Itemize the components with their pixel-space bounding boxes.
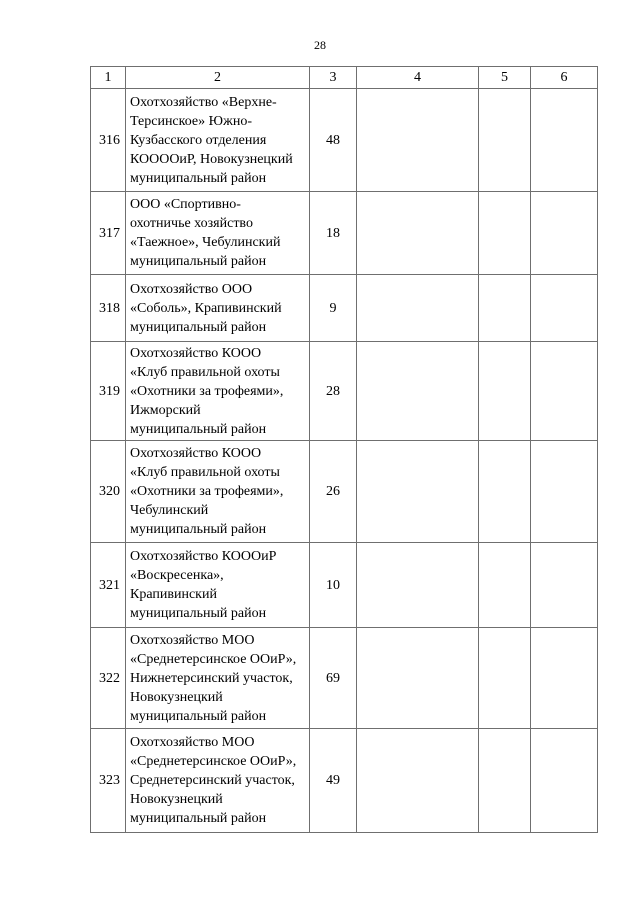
row-value: 9 [310,275,357,342]
empty-cell-col-5 [479,441,531,543]
hunting-ground-name [126,192,310,275]
name-line: муниципальный район [130,254,267,269]
empty-cell-col-6 [531,192,598,275]
name-line: ООО «Спортивно- [130,197,241,212]
name-line: Охотхозяйство МОО [130,632,255,648]
empty-cell-col-4 [357,628,479,729]
name-line: Охотхозяйство КООО [130,446,262,461]
name-line: «Охотники за трофеями», [130,484,284,499]
table-row [91,441,598,543]
hunting-ground-name [126,729,310,833]
name-line: муниципальный район [130,170,267,186]
row-value: 26 [310,441,357,543]
row-value: 49 [310,729,357,833]
empty-cell-col-4 [357,543,479,628]
name-line: муниципальный район [130,811,267,826]
name-line: Чебулинский [130,503,209,518]
name-line: «Клуб правильной охоты [130,364,280,380]
name-line: «Клуб правильной охоты [130,465,280,480]
name-line: Охотхозяйство «Верхне- [130,94,277,110]
row-number: 322 [91,628,126,729]
name-line: «Воскресенка», [130,568,224,583]
empty-cell-col-5 [479,275,531,342]
row-value: 69 [310,628,357,729]
hunting-ground-name [126,342,310,441]
name-line: Новокузнецкий [130,689,223,705]
name-line: «Среднетерсинское ООиР», [130,754,297,769]
row-value: 28 [310,342,357,441]
table-row [91,275,598,342]
name-line: муниципальный район [130,522,267,537]
name-line: Новокузнецкий [130,792,223,807]
name-line: КОООOиР, Новокузнецкий [130,151,293,167]
row-number: 321 [91,543,126,628]
table-row [91,729,598,833]
column-header-6: 6 [531,67,598,89]
hunting-ground-name [126,89,310,192]
name-line: Кузбасского отделения [130,132,267,148]
table-header-row [91,67,598,89]
row-number: 323 [91,729,126,833]
empty-cell-col-5 [479,543,531,628]
empty-cell-col-5 [479,192,531,275]
name-line: Ижморский [130,402,201,418]
name-line: «Таежное», Чебулинский [130,235,281,250]
row-value: 18 [310,192,357,275]
empty-cell-col-6 [531,441,598,543]
table-row [91,543,598,628]
name-line: муниципальный район [130,421,267,437]
column-header-1: 1 [91,67,126,89]
column-header-2: 2 [126,67,310,89]
empty-cell-col-4 [357,729,479,833]
hunting-ground-name [126,441,310,543]
hunting-ground-name [126,543,310,628]
row-number: 319 [91,342,126,441]
hunting-ground-name [126,628,310,729]
row-number: 320 [91,441,126,543]
empty-cell-col-6 [531,729,598,833]
table-row [91,342,598,441]
empty-cell-col-4 [357,89,479,192]
name-line: муниципальный район [130,606,267,621]
empty-cell-col-6 [531,89,598,192]
empty-cell-col-5 [479,89,531,192]
table-row [91,89,598,192]
column-header-3: 3 [310,67,357,89]
empty-cell-col-6 [531,628,598,729]
table-row [91,628,598,729]
empty-cell-col-5 [479,628,531,729]
hunting-grounds-table [90,66,598,833]
hunting-ground-name [126,275,310,342]
page-number: 28 [314,38,326,52]
empty-cell-col-6 [531,342,598,441]
name-line: Крапивинский [130,587,217,602]
name-line: Терсинское» Южно- [130,113,253,129]
name-line: муниципальный район [130,708,267,724]
column-header-4: 4 [357,67,479,89]
row-value: 10 [310,543,357,628]
name-line: охотничье хозяйство [130,216,253,231]
name-line: «Охотники за трофеями», [130,383,284,399]
row-number: 316 [91,89,126,192]
row-number: 318 [91,275,126,342]
name-line: Нижнетерсинский участок, [130,670,293,686]
empty-cell-col-4 [357,275,479,342]
name-line: Охотхозяйство КОООиР [130,549,277,564]
empty-cell-col-5 [479,342,531,441]
empty-cell-col-4 [357,342,479,441]
name-line: «Соболь», Крапивинский [130,300,282,316]
name-line: «Среднетерсинское ООиР», [130,651,297,667]
name-line: Охотхозяйство ООО [130,281,253,297]
empty-cell-col-6 [531,275,598,342]
row-value: 48 [310,89,357,192]
name-line: Среднетерсинский участок, [130,773,295,788]
name-line: Охотхозяйство МОО [130,735,255,750]
column-header-5: 5 [479,67,531,89]
name-line: Охотхозяйство КООО [130,345,262,361]
empty-cell-col-4 [357,192,479,275]
row-number: 317 [91,192,126,275]
name-line: муниципальный район [130,319,267,335]
table-row [91,192,598,275]
empty-cell-col-5 [479,729,531,833]
empty-cell-col-6 [531,543,598,628]
empty-cell-col-4 [357,441,479,543]
